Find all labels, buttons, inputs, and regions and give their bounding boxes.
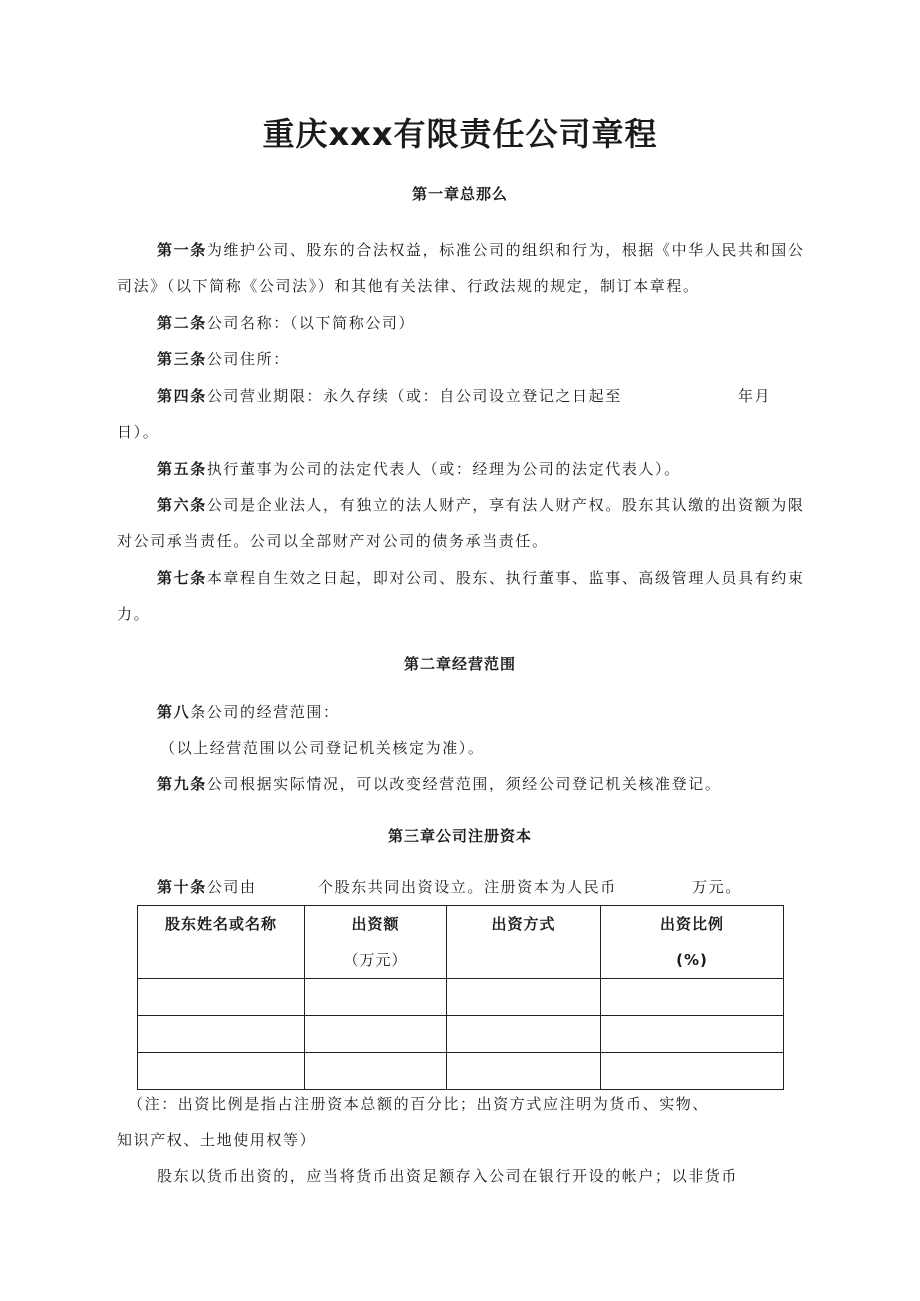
table-cell[interactable] (447, 1016, 601, 1053)
table-row (138, 1053, 784, 1090)
article-8-note: （以上经营范围以公司登记机关核定为准）。 (160, 739, 485, 757)
article-6-line-2: 对公司承当责任。公司以全部财产对公司的债务承当责任。 (117, 532, 549, 550)
article-5 (157, 458, 681, 480)
header-contribution-method-text: 出资方式 (491, 915, 556, 933)
header-contribution-ratio-text: 出资比例 (659, 915, 724, 933)
article-6-line-1 (157, 494, 804, 516)
table-cell[interactable] (305, 979, 447, 1016)
article-10-part-1 (157, 876, 257, 898)
article-4-date-tail: 年月 (738, 387, 772, 405)
chapter-2-heading: 第二章经营范围 (403, 655, 516, 673)
table-cell[interactable] (601, 1016, 784, 1053)
article-10-part-3: 万元。 (692, 878, 742, 896)
chapter-1-heading: 第一章总那么 (411, 185, 508, 203)
header-shareholder-name-text: 股东姓名或名称 (164, 915, 277, 933)
table-row (138, 1016, 784, 1053)
article-2-text: 公司名称：（以下简称公司） (206, 314, 416, 332)
document-title: 重庆xxx有限责任公司章程 (262, 115, 658, 153)
article-1-label: 第一条 (157, 241, 207, 259)
article-7-line-1 (157, 567, 804, 589)
article-4-line-1 (157, 385, 622, 407)
article-8-text: 条公司的经营范围： (190, 703, 340, 721)
article-4-label: 第四条 (157, 387, 207, 405)
table-cell[interactable] (601, 1053, 784, 1090)
table-cell[interactable] (138, 1053, 305, 1090)
header-contribution-ratio-unit: (%) (676, 951, 708, 969)
article-6-label: 第六条 (157, 496, 207, 514)
article-10-label: 第十条 (157, 878, 207, 896)
header-contribution-unit: （万元） (343, 951, 408, 969)
article-3 (157, 348, 290, 370)
article-2-label: 第二条 (157, 314, 207, 332)
header-contribution-amount-text: 出资额 (351, 915, 400, 933)
table-cell[interactable] (447, 979, 601, 1016)
article-1-line-2: 司法》（以下简称《公司法》）和其他有关法律、行政法规的规定，制订本章程。 (117, 277, 700, 295)
header-contribution-method (447, 906, 601, 979)
article-5-text: 执行董事为公司的法定代表人（或：经理为公司的法定代表人）。 (206, 460, 681, 478)
table-note-line-2: 知识产权、土地使用权等） (117, 1131, 317, 1149)
article-8-label: 第八 (157, 703, 191, 721)
header-contribution-amount (305, 906, 447, 979)
article-9 (157, 773, 721, 795)
article-2 (157, 312, 415, 334)
contribution-paragraph: 股东以货币出资的，应当将货币出资足额存入公司在银行开设的帐户；以非货币 (157, 1167, 739, 1185)
capital-contribution-table (137, 905, 784, 1090)
article-10-part-2: 个股东共同出资设立。注册资本为人民币 (318, 878, 617, 896)
article-1-line-1 (157, 239, 804, 261)
table-cell[interactable] (305, 1016, 447, 1053)
article-9-label: 第九条 (157, 775, 207, 793)
article-8 (157, 701, 340, 723)
article-4-line-2: 日）。 (117, 423, 160, 441)
article-4-text: 公司营业期限：永久存续（或：自公司设立登记之日起至 (206, 387, 622, 405)
header-shareholder-name (138, 906, 305, 979)
table-cell[interactable] (447, 1053, 601, 1090)
article-1-text: 为维护公司、股东的合法权益，标准公司的组织和行为，根据《中华人民共和国公 (206, 241, 805, 259)
article-7-text: 本章程自生效之日起，即对公司、股东、执行董事、监事、高级管理人员具有约束 (206, 569, 805, 587)
table-note-line-1: （注：出资比例是指占注册资本总额的百分比；出资方式应注明为货币、实物、 (128, 1095, 710, 1113)
table-cell[interactable] (305, 1053, 447, 1090)
article-9-text: 公司根据实际情况，可以改变经营范围，须经公司登记机关核准登记。 (206, 775, 722, 793)
table-cell[interactable] (138, 979, 305, 1016)
table-cell[interactable] (601, 979, 784, 1016)
article-3-text: 公司住所： (206, 350, 290, 368)
chapter-3-heading: 第三章公司注册资本 (387, 827, 532, 845)
table-cell[interactable] (138, 1016, 305, 1053)
article-5-label: 第五条 (157, 460, 207, 478)
article-10-text-1: 公司由 (206, 878, 257, 896)
article-3-label: 第三条 (157, 350, 207, 368)
table-row (138, 979, 784, 1016)
article-7-label: 第七条 (157, 569, 207, 587)
table-header-row (138, 906, 784, 979)
header-contribution-ratio (601, 906, 784, 979)
article-7-line-2: 力。 (117, 605, 151, 623)
article-6-text: 公司是企业法人，有独立的法人财产，享有法人财产权。股东其认缴的出资额为限 (206, 496, 805, 514)
